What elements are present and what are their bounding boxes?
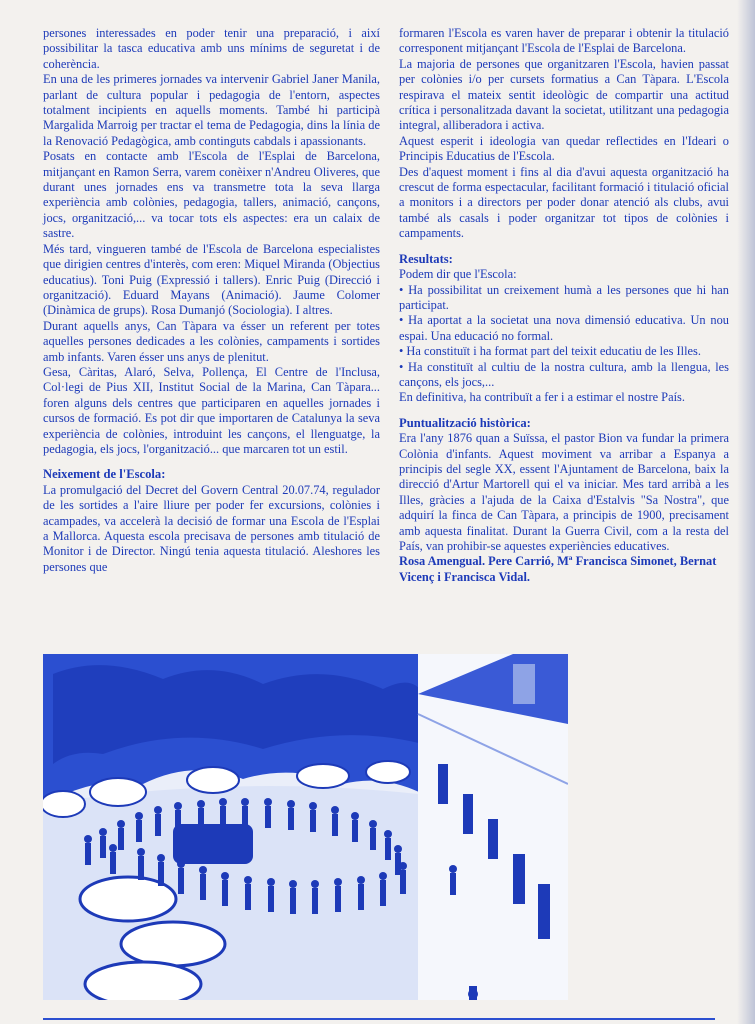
paragraph: Era l'any 1876 quan a Suïssa, el pastor Bion va fundar la primera Colònia d'infants. Aquest moviment va arribar a Espanya a principis del segle XX, essent l'Ajuntament de Barcelona, baix la direcció d'Artur Martorell qui el va iniciar. Mes tard arribà a les Illes, gràcies a l'ajuda de la Caixa d'Estalvis "Sa Nostra", que adquirí la finca de Can Tàpara, a principis de 1900, precisament amb aquesta finalitat. Durant la Guerra Civil, com a la resta del País, van prohibir-se aquestes experiències educatives. (399, 431, 729, 553)
group-photo (43, 654, 568, 1000)
paragraph: Gesa, Càritas, Alaró, Selva, Pollença, El Centre de l'Inclusa, Col·legi de Pius XII, Institut Social de la Marina, Can Tàpara... foren alguns dels centres que participaren en aquelles jornades i cursos de formació. Es pot dir que importaren de Catalunya la seva experiència de colònies, introduint les cançons, el llenguatge, la pedagogia, els jocs, l'organització... que marcaren tot un estil. (43, 364, 380, 456)
paragraph: Més tard, vingueren també de l'Escola de Barcelona especialistes que dirigien centres d'interès, com eren: Miquel Miranda (Objectius educatius). Toni Puig (Expressió i tallers). Enric Puig (Direcció i organització). Eduard Mayans (Animació). Jaume Colomer (Dinàmica de grups). Rosa Dumanjó (Sociologia). I altres. (43, 241, 380, 318)
paragraph: En una de les primeres jornades va intervenir Gabriel Janer Manila, parlant de cultura popular i pedagogia de l'entorn, aspectes totalment incipients en aquells moments. També hi participà Margalida Marroig per tractar el tema de Pedagogia, dins la línia de la Renovació Pedagògica, amb continguts cabdals i apassionants. (43, 72, 380, 148)
paragraph: formaren l'Escola es varen haver de preparar i obtenir la titulació corresponent mitjançant l'Escola de l'Esplai de Barcelona. (399, 26, 729, 56)
paragraph: Durant aquells anys, Can Tàpara va ésser un referent per totes aquelles persones dedicades a les colònies, campaments i sortides amb infants. Varen ésser uns anys de plenitut. (43, 318, 380, 364)
paragraph: Des d'aquest moment i fins al dia d'avui aquesta organització ha crescut de forma espectacular, facilitant formació i titulació oficial a monitors i a directors per poder donar atenció als clubs, avui també als casals i poder organitzar tot tipos de colònies i campaments. (399, 164, 729, 241)
list-item: • Ha constituït i ha format part del teixit educatiu de les Illes. (399, 344, 701, 359)
paragraph: persones interessades en poder tenir una preparació, i així possibilitar la tasca educativa amb uns mínims de seguretat i de coherència. (43, 26, 380, 71)
section-heading-puntualitzacio: Puntualització històrica: (399, 415, 531, 430)
paragraph: La majoria de persones que organitzaren l'Escola, havien passat per colònies i/o per cursets formatius a Can Tàpara. L'Escola respirava el mateix sentit ideològic de compartir una actitud crítica i personalitzada davant la societat, utilitzant una pedagogia integral, alliberadora i activa. (399, 56, 729, 133)
list-item: • Ha aportat a la societat una nova dimensió educativa. Un nou espai. Una educació no formal. (399, 313, 729, 343)
paragraph: Posats en contacte amb l'Escola de l'Esplai de Barcelona, mitjançant en Ramon Serra, varem conèixer n'Andreu Oliveres, que durant unes jornades ens va transmetre tota la seva llarga experiència amb colònies, pedagogia, tallers, animació, cançons, jocs, organització,... va tocar tots els aspectes: era un calaix de sastre. (43, 149, 380, 241)
section-heading-neixement: Neixement de l'Escola: (43, 467, 166, 482)
left-column (43, 26, 380, 575)
footer-rule (43, 1018, 715, 1020)
list-item: • Ha possibilitat un creixement humà a les persones que hi han participat. (399, 282, 729, 312)
section-heading-resultats: Resultats: (399, 251, 453, 266)
paragraph: La promulgació del Decret del Govern Central 20.07.74, regulador de les sortides a l'aire lliure per poder fer excursions, colònies i acampades, va accelerà la decisió de formar una Escola de l'Esplai a Mallorca. Aquesta escola precisava de persones amb titulació de Monitor i de Director. Ningú tenia aquesta titulació. Aleshores les persones que (43, 482, 380, 574)
paragraph: En definitiva, ha contribuït a fer i a estimar el nostre País. (399, 390, 685, 405)
page-edge-shadow (737, 0, 755, 1024)
paragraph: Podem dir que l'Escola: (399, 267, 517, 282)
authors-line: Rosa Amengual. Pere Carrió, Mª Francisca Simonet, Bernat Vicenç i Francisca Vidal. (399, 554, 717, 584)
paragraph: Aquest esperit i ideologia van quedar reflectides en l'Ideari o Principis Educatius de l'Escola. (399, 133, 729, 164)
right-column (399, 26, 729, 585)
list-item: • Ha constituït al cultiu de la nostra cultura, amb la llengua, les cançons, els jocs,... (399, 359, 729, 389)
